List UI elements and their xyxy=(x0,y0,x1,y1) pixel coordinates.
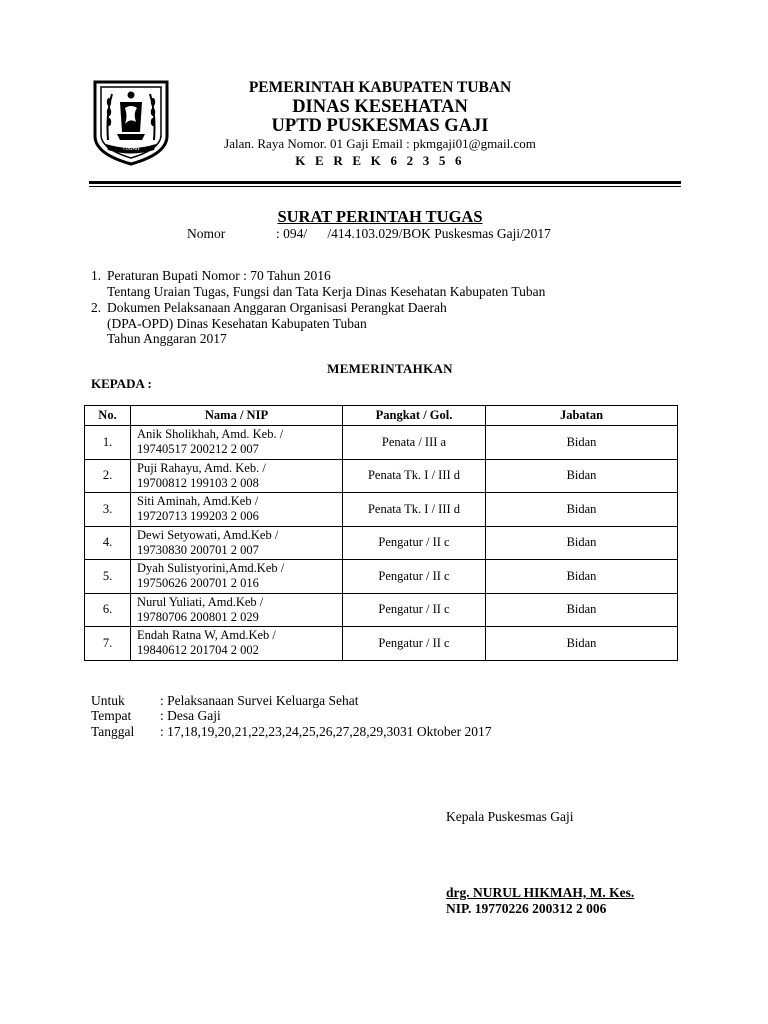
name-nip-cell xyxy=(131,593,343,627)
staff-nip: 19730830 200701 2 007 xyxy=(137,542,259,557)
letter-title: SURAT PERINTAH TUGAS xyxy=(277,207,483,226)
place-label: Tempat xyxy=(91,708,132,723)
staff-nip: 19720713 199203 2 006 xyxy=(137,509,259,524)
agency-name: DINAS KESEHATAN xyxy=(292,97,468,117)
rank-cell: Pengatur / II c xyxy=(343,560,486,594)
rank-cell: Penata Tk. I / III d xyxy=(343,493,486,527)
staff-name: Dyah Sulistyorini,Amd.Keb / xyxy=(137,561,285,576)
basis-item-line: Tahun Anggaran 2017 xyxy=(107,331,227,346)
letter-number-value: : 094/ /414.103.029/BOK Puskesmas Gaji/2017 xyxy=(276,226,551,241)
rank-cell: Penata / III a xyxy=(343,426,486,460)
logo-caption: TUBAN xyxy=(122,146,140,152)
name-nip-cell xyxy=(131,426,343,460)
name-nip-cell xyxy=(131,526,343,560)
signatory-position: Kepala Puskesmas Gaji xyxy=(446,809,574,824)
table-row xyxy=(85,593,678,627)
rank-cell: Pengatur / II c xyxy=(343,593,486,627)
basis-item-line: Dokumen Pelaksanaan Anggaran Organisasi Perangkat Daerah xyxy=(107,300,447,315)
table-row xyxy=(85,526,678,560)
order-heading: MEMERINTAHKAN xyxy=(327,361,453,376)
signatory-name: drg. NURUL HIKMAH, M. Kes. xyxy=(446,885,635,900)
rank-cell: Pengatur / II c xyxy=(343,627,486,661)
recipient-label: KEPADA : xyxy=(91,376,152,391)
table-header-row xyxy=(85,406,678,426)
position-cell: Bidan xyxy=(486,426,678,460)
staff-name: Dewi Setyowati, Amd.Keb / xyxy=(137,527,279,542)
row-number: 2. xyxy=(85,459,131,493)
purpose-value: : Pelaksanaan Survei Keluarga Sehat xyxy=(160,693,359,708)
position-cell: Bidan xyxy=(486,627,678,661)
table-row xyxy=(85,560,678,594)
place-value: : Desa Gaji xyxy=(160,708,221,723)
position-cell: Bidan xyxy=(486,593,678,627)
staff-nip: 19700812 199103 2 008 xyxy=(137,475,259,490)
name-nip-cell xyxy=(131,493,343,527)
city-postal-code: K E R E K 6 2 3 5 6 xyxy=(295,153,465,168)
staff-table xyxy=(84,405,678,661)
staff-name: Siti Aminah, Amd.Keb / xyxy=(137,494,259,509)
letterhead-divider-thin xyxy=(89,186,681,187)
purpose-label: Untuk xyxy=(91,693,125,708)
date-value: : 17,18,19,20,21,22,23,24,25,26,27,28,29,3031 Oktober 2017 xyxy=(160,724,492,739)
row-number: 3. xyxy=(85,493,131,527)
row-number: 1. xyxy=(85,426,131,460)
address-line: Jalan. Raya Nomor. 01 Gaji Email : pkmgaji01@gmail.com xyxy=(224,136,536,151)
letter-number-label: Nomor xyxy=(187,226,226,241)
signatory-nip: NIP. 19770226 200312 2 006 xyxy=(446,901,607,916)
staff-nip: 19780706 200801 2 029 xyxy=(137,609,259,624)
name-nip-cell xyxy=(131,627,343,661)
staff-name: Endah Ratna W, Amd.Keb / xyxy=(137,628,276,643)
staff-nip: 19840612 201704 2 002 xyxy=(137,643,259,658)
basis-item-number: 1. xyxy=(91,268,102,283)
regency-crest-icon xyxy=(90,78,172,166)
basis-item-line: (DPA-OPD) Dinas Kesehatan Kabupaten Tuban xyxy=(107,316,367,331)
column-header-position: Jabatan xyxy=(486,406,678,426)
position-cell: Bidan xyxy=(486,526,678,560)
column-header-no: No. xyxy=(85,406,131,426)
row-number: 5. xyxy=(85,560,131,594)
table-row xyxy=(85,459,678,493)
staff-nip: 19740517 200212 2 007 xyxy=(137,442,259,457)
name-nip-cell xyxy=(131,459,343,493)
column-header-name-nip: Nama / NIP xyxy=(131,406,343,426)
row-number: 6. xyxy=(85,593,131,627)
row-number: 7. xyxy=(85,627,131,661)
letterhead-divider-thick xyxy=(89,181,681,184)
table-row xyxy=(85,426,678,460)
name-nip-cell xyxy=(131,560,343,594)
column-header-rank: Pangkat / Gol. xyxy=(343,406,486,426)
staff-name: Puji Rahayu, Amd. Keb. / xyxy=(137,460,266,475)
table-row xyxy=(85,493,678,527)
basis-item-line: Peraturan Bupati Nomor : 70 Tahun 2016 xyxy=(107,268,331,283)
basis-item-number: 2. xyxy=(91,300,102,315)
staff-name: Anik Sholikhah, Amd. Keb. / xyxy=(137,427,284,442)
rank-cell: Pengatur / II c xyxy=(343,526,486,560)
row-number: 4. xyxy=(85,526,131,560)
unit-name: UPTD PUSKESMAS GAJI xyxy=(271,116,489,136)
position-cell: Bidan xyxy=(486,560,678,594)
staff-name: Nurul Yuliati, Amd.Keb / xyxy=(137,594,264,609)
position-cell: Bidan xyxy=(486,459,678,493)
date-label: Tanggal xyxy=(91,724,135,739)
rank-cell: Penata Tk. I / III d xyxy=(343,459,486,493)
basis-item-line: Tentang Uraian Tugas, Fungsi dan Tata Kerja Dinas Kesehatan Kabupaten Tuban xyxy=(107,284,546,299)
staff-nip: 19750626 200701 2 016 xyxy=(137,576,259,591)
table-row xyxy=(85,627,678,661)
government-name: PEMERINTAH KABUPATEN TUBAN xyxy=(248,79,512,96)
position-cell: Bidan xyxy=(486,493,678,527)
